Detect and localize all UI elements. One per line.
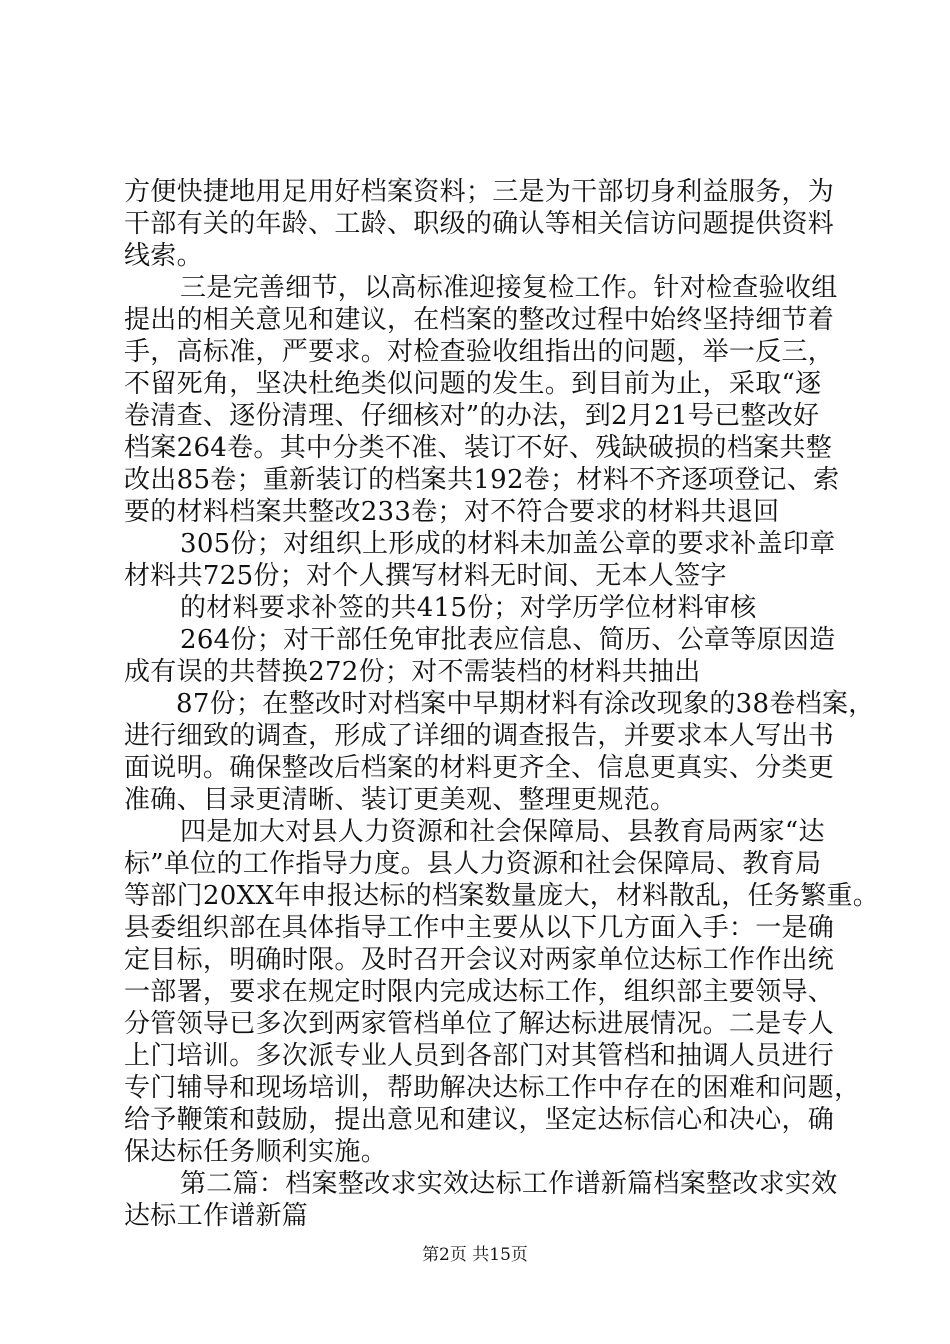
text-line: 档案264卷。其中分类不准、装订不好、残缺破损的档案共整 [124, 433, 833, 463]
section-heading-line: 达标工作谱新篇 [124, 1201, 309, 1231]
text-line: 提出的相关意见和建议，在档案的整改过程中始终坚持细节着 [124, 305, 835, 335]
text-line: 要的材料档案共整改233卷；对不符合要求的材料共退回 [124, 497, 780, 527]
text-line: 准确、目录更清晰、装订更美观、整理更规范。 [124, 785, 677, 815]
text-line: 的材料要求补签的共415份；对学历学位材料审核 [180, 593, 757, 623]
text-line: 县委组织部在具体指导工作中主要从以下几方面入手：一是确 [124, 913, 835, 943]
text-line: 87份；在整改时对档案中早期材料有涂改现象的38卷档案， [176, 689, 875, 719]
text-line: 不留死角，坚决杜绝类似问题的发生。到目前为止，采取“逐 [124, 369, 822, 399]
text-line: 干部有关的年龄、工龄、职级的确认等相关信访问题提供资料 [124, 209, 835, 239]
text-line: 面说明。确保整改后档案的材料更齐全、信息更真实、分类更 [124, 753, 835, 783]
text-line: 成有误的共替换272份；对不需装档的材料共抽出 [124, 657, 701, 687]
text-line: 上门培训。多次派专业人员到各部门对其管档和抽调人员进行 [124, 1041, 835, 1071]
text-line: 305份；对组织上形成的材料未加盖公章的要求补盖印章 [180, 529, 836, 559]
text-line: 专门辅导和现场培训，帮助解决达标工作中存在的困难和问题， [124, 1073, 861, 1103]
text-line: 卷清查、逐份清理、仔细核对”的办法，到2月21号已整改好 [124, 401, 820, 431]
text-line: 给予鞭策和鼓励，提出意见和建议，坚定达标信心和决心，确 [124, 1105, 835, 1135]
page-number-footer: 第2页 共15页 [422, 1245, 528, 1265]
section-heading-line: 第二篇：档案整改求实效达标工作谱新篇档案整改求实效 [180, 1169, 838, 1199]
text-line: 分管领导已多次到两家管档单位了解达标进展情况。二是专人 [124, 1009, 835, 1039]
text-line: 等部门20XX年申报达标的档案数量庞大，材料散乱，任务繁重。 [124, 881, 880, 911]
text-line: 定目标，明确时限。及时召开会议对两家单位达标工作作出统 [124, 945, 835, 975]
text-line: 四是加大对县人力资源和社会保障局、县教育局两家“达 [180, 817, 825, 847]
text-line: 方便快捷地用足用好档案资料；三是为干部切身利益服务，为 [124, 177, 835, 207]
text-line: 三是完善细节，以高标准迎接复检工作。针对检查验收组 [180, 273, 838, 303]
text-line: 材料共725份；对个人撰写材料无时间、无本人签字 [124, 561, 727, 591]
text-line: 标”单位的工作指导力度。县人力资源和社会保障局、教育局 [124, 849, 822, 879]
text-line: 一部署，要求在规定时限内完成达标工作，组织部主要领导、 [124, 977, 835, 1007]
text-line: 进行细致的调查，形成了详细的调查报告，并要求本人写出书 [124, 721, 835, 751]
text-line: 264份；对干部任免审批表应信息、简历、公章等原因造 [180, 625, 836, 655]
text-line: 改出85卷；重新装订的档案共192卷；材料不齐逐项登记、索 [124, 465, 840, 495]
text-line: 保达标任务顺利实施。 [124, 1137, 388, 1167]
text-line: 线索。 [124, 241, 203, 271]
text-line: 手，高标准，严要求。对检查验收组指出的问题，举一反三， [124, 337, 835, 367]
